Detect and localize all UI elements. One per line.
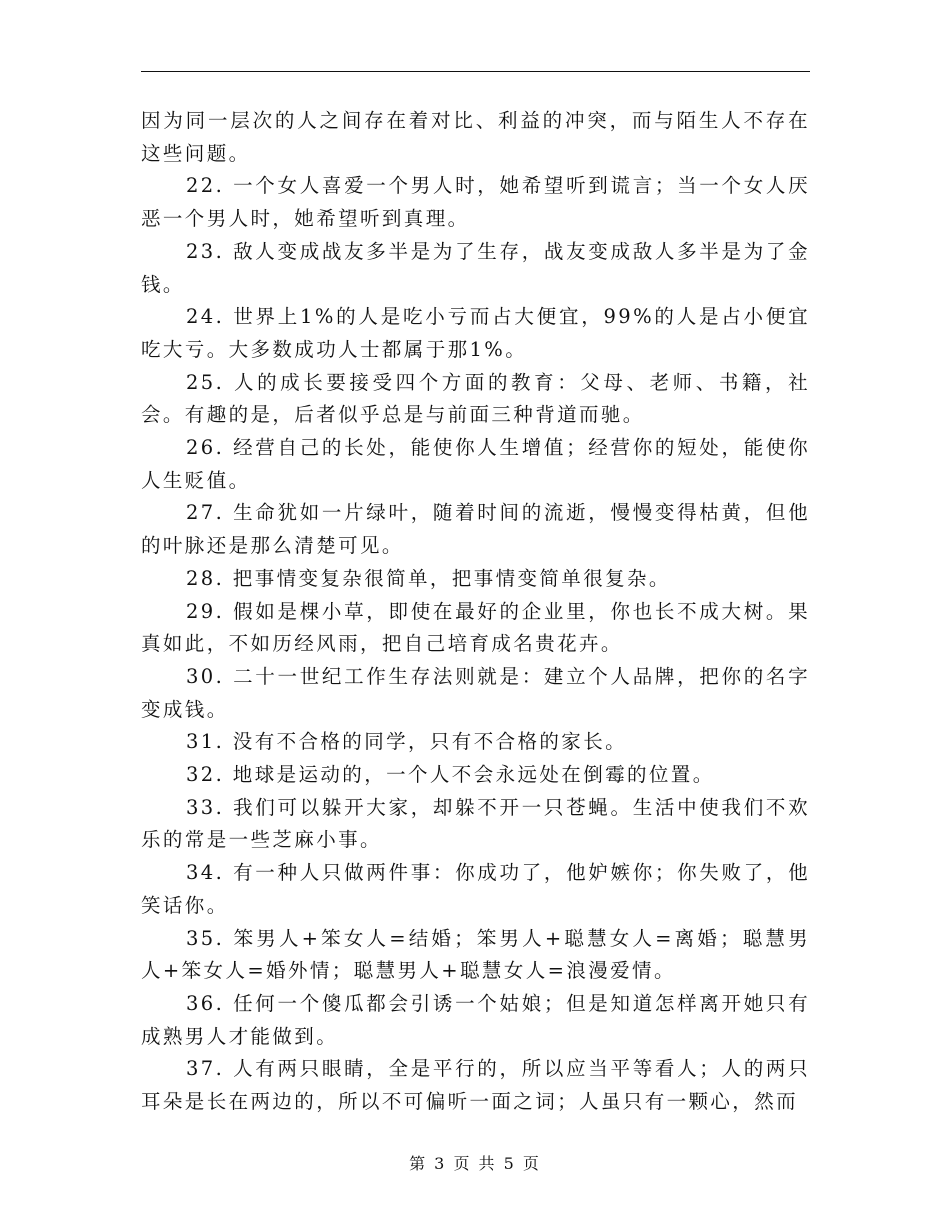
paragraph-item-26: 26. 经营自己的长处，能使你人生增值；经营你的短处，能使你人生贬值。 (141, 436, 810, 492)
footer-prefix: 第 (409, 1154, 428, 1173)
paragraph-item-24: 24. 世界上1%的人是吃小亏而占大便宜，99%的人是占小便宜吃大亏。大多数成功人士都属于那1%。 (141, 305, 810, 361)
paragraph-item-33: 33. 我们可以躲开大家，却躲不开一只苍蝇。生活中使我们不欢乐的常是一些芝麻小事。 (141, 795, 810, 852)
footer-suffix: 页 (522, 1154, 541, 1173)
paragraph-item-28: 28. 把事情变复杂很简单，把事情变简单很复杂。 (186, 566, 671, 590)
paragraph-item-30: 30. 二十一世纪工作生存法则就是：建立个人品牌，把你的名字变成钱。 (141, 664, 810, 721)
paragraph-item-32: 32. 地球是运动的，一个人不会永远处在倒霉的位置。 (186, 763, 715, 787)
paragraph-item-31: 31. 没有不合格的同学，只有不合格的家长。 (186, 730, 628, 754)
document-body (141, 105, 810, 1119)
paragraph-item-27: 27. 生命犹如一片绿叶，随着时间的流逝，慢慢变得枯黄，但他的叶脉还是那么清楚可见。 (141, 501, 810, 558)
footer-total-pages: 5 (503, 1154, 516, 1173)
paragraph-item-34: 34. 有一种人只做两件事：你成功了，他妒嫉你；你失败了，他笑话你。 (141, 861, 810, 917)
footer-middle: 页 共 (453, 1154, 497, 1173)
paragraph-item-35: 35. 笨男人+笨女人=结婚；笨男人+聪慧女人=离婚；聪慧男人+笨女人=婚外情；聪慧男人+聪慧女人=浪漫爱情。 (141, 926, 810, 983)
header-rule (141, 71, 810, 72)
paragraph-item-37: 37. 人有两只眼睛，全是平行的，所以应当平等看人；人的两只耳朵是长在两边的，所以不可偏听一面之词；人虽只有一颗心，然而 (141, 1057, 810, 1114)
paragraph-item-25: 25. 人的成长要接受四个方面的教育：父母、老师、书籍，社会。有趣的是，后者似乎总是与前面三种背道而驰。 (141, 370, 810, 427)
paragraph-continuation: 因为同一层次的人之间存在着对比、利益的冲突，而与陌生人不存在这些问题。 (141, 109, 810, 165)
paragraph-item-29: 29. 假如是棵小草，即使在最好的企业里，你也长不成大树。果真如此，不如历经风雨，把自己培育成名贵花卉。 (141, 599, 810, 656)
paragraph-item-23: 23. 敌人变成战友多半是为了生存，战友变成敌人多半是为了金钱。 (141, 239, 810, 296)
paragraph-item-36: 36. 任何一个傻瓜都会引诱一个姑娘；但是知道怎样离开她只有成熟男人才能做到。 (141, 991, 810, 1048)
paragraph-item-22: 22. 一个女人喜爱一个男人时，她希望听到谎言；当一个女人厌恶一个男人时，她希望听到真理。 (141, 174, 810, 231)
footer-current-page: 3 (434, 1154, 447, 1173)
page-footer (0, 1151, 950, 1174)
